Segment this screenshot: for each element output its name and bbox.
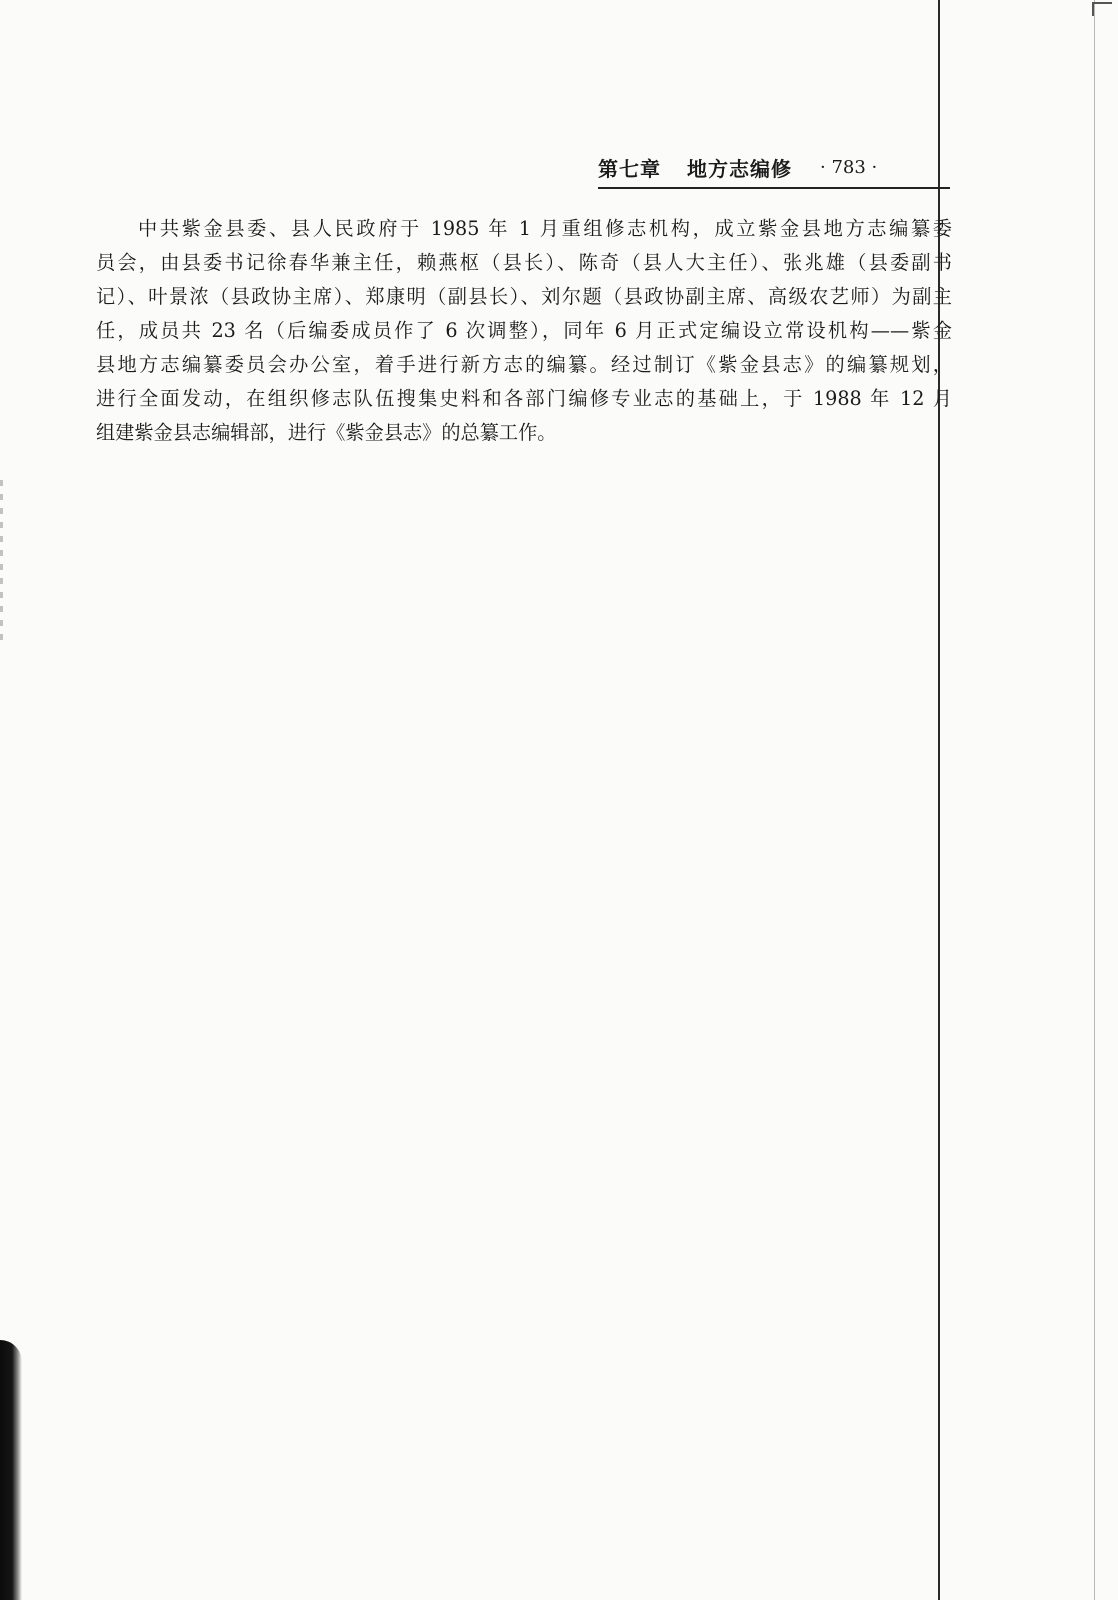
scan-edge-noise [0, 480, 3, 640]
running-header [598, 150, 948, 184]
paragraph-line: 中共紫金县委、县人民政府于 1985 年 1 月重组修志机构，成立紫金县地方志编纂委 [138, 217, 952, 240]
header-rule [598, 187, 950, 189]
paragraph-line: 县地方志编纂委员会办公室，着手进行新方志的编纂。经过制订《紫金县志》的编纂规划， [96, 353, 952, 376]
chapter-title: 地方志编修 [687, 156, 792, 181]
page-edge-line [1094, 0, 1095, 1600]
corner-mark [1092, 2, 1112, 16]
binding-shadow [0, 1340, 22, 1600]
chapter-label: 第七章 [598, 156, 661, 181]
paragraph-line: 任，成员共 23 名（后编委成员作了 6 次调整），同年 6 月正式定编设立常设机构——紫金 [96, 319, 952, 342]
page-number: · 783 · [820, 156, 878, 178]
paragraph-line: 进行全面发动，在组织修志队伍搜集史料和各部门编修专业志的基础上，于 1988 年 12 月 [96, 387, 952, 410]
body-paragraph [96, 212, 952, 450]
paragraph-line: 记）、叶景浓（县政协主席）、郑康明（副县长）、刘尔题（县政协副主席、高级农艺师）为副主 [96, 285, 952, 308]
paragraph-line: 组建紫金县志编辑部，进行《紫金县志》的总纂工作。 [96, 421, 557, 444]
paragraph-line: 员会，由县委书记徐春华兼主任，赖燕枢（县长）、陈奇（县人大主任）、张兆雄（县委副书 [96, 251, 952, 274]
